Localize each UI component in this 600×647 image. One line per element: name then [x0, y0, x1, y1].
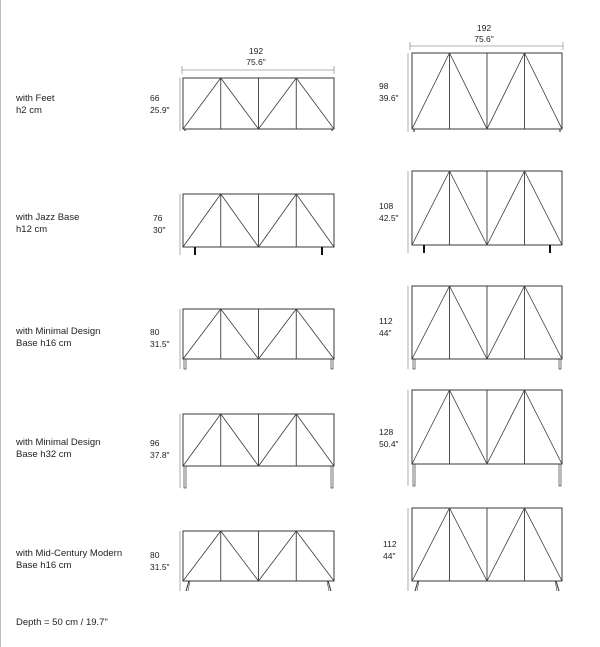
- large-sideboard-minimal-h32: [408, 390, 562, 486]
- door-diagonal: [487, 53, 525, 129]
- large-sideboard-minimal-h16: [408, 286, 562, 369]
- door-diagonal: [450, 286, 488, 359]
- row-label-line1: with Feet: [16, 93, 55, 104]
- height-cm: 96: [150, 438, 160, 448]
- large-sideboard-feet: [408, 53, 562, 132]
- door-diagonal: [259, 414, 297, 466]
- door-diagonal: [183, 414, 221, 466]
- door-diagonal: [259, 309, 297, 359]
- height-in: 50.4": [379, 439, 399, 449]
- height-cm: 80: [150, 550, 160, 560]
- height-cm: 112: [379, 316, 393, 326]
- minimal-leg: [559, 359, 561, 369]
- door-diagonal: [183, 78, 221, 129]
- door-diagonal: [221, 531, 259, 581]
- depth-note: Depth = 50 cm / 19.7": [16, 617, 108, 628]
- door-diagonal: [412, 53, 450, 129]
- height-cm: 76: [153, 213, 163, 223]
- row-label-line1: with Jazz Base: [16, 212, 80, 223]
- door-diagonal: [525, 171, 563, 245]
- door-diagonal: [259, 78, 297, 129]
- door-diagonal: [487, 286, 525, 359]
- door-diagonal: [450, 508, 488, 581]
- minimal-leg: [559, 464, 561, 486]
- row-label-line1: with Minimal Design: [16, 437, 101, 448]
- door-diagonal: [296, 194, 334, 247]
- door-diagonal: [412, 286, 450, 359]
- height-in: 31.5": [150, 562, 170, 572]
- large-width-cm: 192: [476, 23, 492, 33]
- door-diagonal: [221, 309, 259, 359]
- minimal-leg: [331, 359, 333, 369]
- door-diagonal: [221, 194, 259, 247]
- door-diagonal: [412, 390, 450, 464]
- door-diagonal: [296, 414, 334, 466]
- door-diagonal: [487, 171, 525, 245]
- height-in: 44": [383, 551, 396, 561]
- door-diagonal: [259, 194, 297, 247]
- height-in: 42.5": [379, 213, 399, 223]
- door-diagonal: [412, 508, 450, 581]
- door-diagonal: [183, 309, 221, 359]
- row-label-line2: h2 cm: [16, 105, 42, 116]
- door-diagonal: [450, 171, 488, 245]
- door-diagonal: [525, 53, 563, 129]
- small-sideboard-feet: [180, 78, 334, 131]
- small-sideboard-minimal-h32: [180, 414, 334, 488]
- row-label-line2: Base h16 cm: [16, 338, 72, 349]
- row-label-line2: Base h16 cm: [16, 560, 72, 571]
- door-diagonal: [296, 309, 334, 359]
- height-cm: 66: [150, 93, 160, 103]
- height-in: 44": [379, 328, 392, 338]
- door-diagonal: [525, 390, 563, 464]
- height-cm: 128: [379, 427, 394, 437]
- row-label-line2: h12 cm: [16, 224, 48, 235]
- small-width-cm: 192: [248, 46, 264, 56]
- height-cm: 108: [379, 201, 394, 211]
- door-diagonal: [525, 286, 563, 359]
- minimal-leg: [331, 466, 333, 488]
- large-width-in: 75.6": [474, 34, 494, 44]
- door-diagonal: [525, 508, 563, 581]
- minimal-leg: [413, 464, 415, 486]
- row-label-line1: with Minimal Design: [16, 326, 101, 337]
- door-diagonal: [487, 508, 525, 581]
- door-diagonal: [259, 531, 297, 581]
- height-cm: 98: [379, 81, 389, 91]
- row-label-line1: with Mid-Century Modern: [16, 548, 123, 559]
- height-in: 31.5": [150, 339, 170, 349]
- door-diagonal: [487, 390, 525, 464]
- small-width-in: 75.6": [246, 57, 266, 67]
- door-diagonal: [450, 390, 488, 464]
- small-sideboard-mid-century: [180, 531, 334, 591]
- height-cm: 80: [150, 327, 160, 337]
- small-sideboard-jazz: [180, 194, 334, 255]
- row-label-line2: Base h32 cm: [16, 449, 72, 460]
- door-diagonal: [183, 194, 221, 247]
- door-diagonal: [183, 531, 221, 581]
- height-in: 30": [153, 225, 166, 235]
- height-in: 39.6": [379, 93, 399, 103]
- door-diagonal: [221, 78, 259, 129]
- door-diagonal: [412, 171, 450, 245]
- large-sideboard-mid-century: [408, 508, 562, 591]
- door-diagonal: [296, 78, 334, 129]
- height-cm: 112: [383, 539, 397, 549]
- large-sideboard-jazz: [408, 171, 562, 253]
- minimal-leg: [184, 359, 186, 369]
- height-in: 37.8": [150, 450, 170, 460]
- door-diagonal: [296, 531, 334, 581]
- small-sideboard-minimal-h16: [180, 309, 334, 369]
- height-in: 25.9": [150, 105, 170, 115]
- minimal-leg: [184, 466, 186, 488]
- door-diagonal: [450, 53, 488, 129]
- minimal-leg: [413, 359, 415, 369]
- door-diagonal: [221, 414, 259, 466]
